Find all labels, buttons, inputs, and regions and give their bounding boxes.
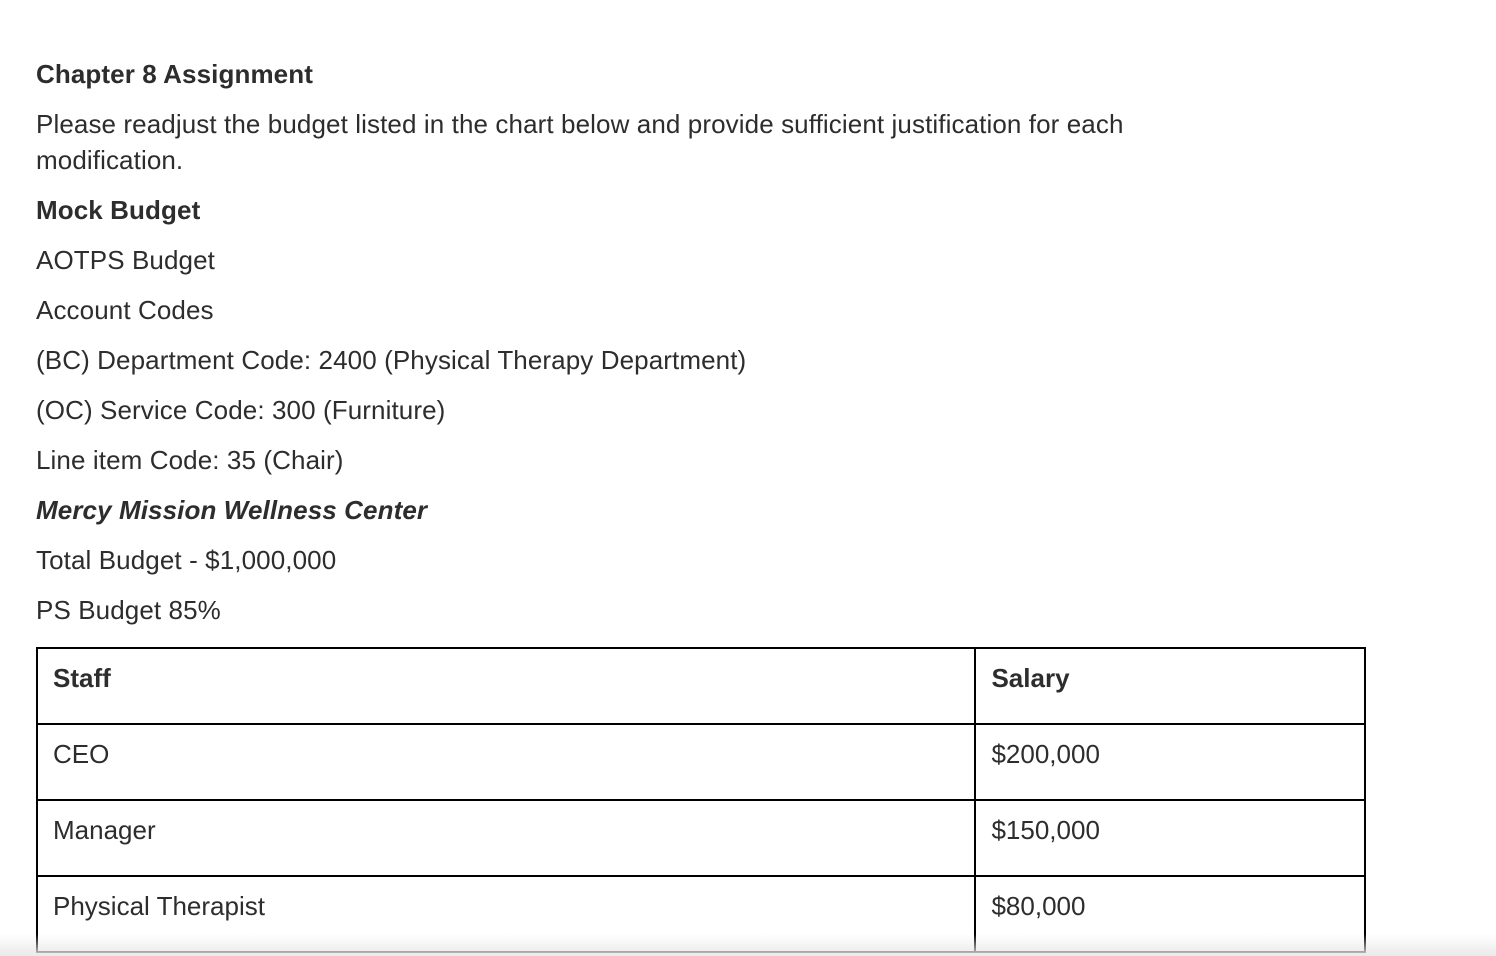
staff-salary-table <box>36 647 1366 953</box>
assignment-heading: Chapter 8 Assignment <box>36 59 313 89</box>
organization-name: Mercy Mission Wellness Center <box>36 495 428 525</box>
salary-cell: $80,000 <box>975 876 1365 952</box>
staff-column-header: Staff <box>37 648 975 724</box>
table-row <box>37 724 1365 800</box>
staff-cell: Physical Therapist <box>37 876 975 952</box>
budget-name: AOTPS Budget <box>36 245 215 275</box>
mock-budget-heading: Mock Budget <box>36 195 201 225</box>
staff-cell: Manager <box>37 800 975 876</box>
salary-cell: $200,000 <box>975 724 1365 800</box>
total-budget: Total Budget - $1,000,000 <box>36 545 337 575</box>
account-codes-label: Account Codes <box>36 295 214 325</box>
department-code: (BC) Department Code: 2400 (Physical Therapy Department) <box>36 345 747 375</box>
salary-cell: $150,000 <box>975 800 1365 876</box>
line-item-code: Line item Code: 35 (Chair) <box>36 445 344 475</box>
assignment-instructions: Please readjust the budget listed in the chart below and provide sufficient justification for each modification. <box>36 109 1124 175</box>
table-row <box>37 800 1365 876</box>
ps-budget: PS Budget 85% <box>36 595 221 625</box>
table-row <box>37 876 1365 952</box>
salary-column-header: Salary <box>975 648 1365 724</box>
table-header-row <box>37 648 1365 724</box>
service-code: (OC) Service Code: 300 (Furniture) <box>36 395 446 425</box>
document-body <box>36 56 1366 953</box>
staff-cell: CEO <box>37 724 975 800</box>
